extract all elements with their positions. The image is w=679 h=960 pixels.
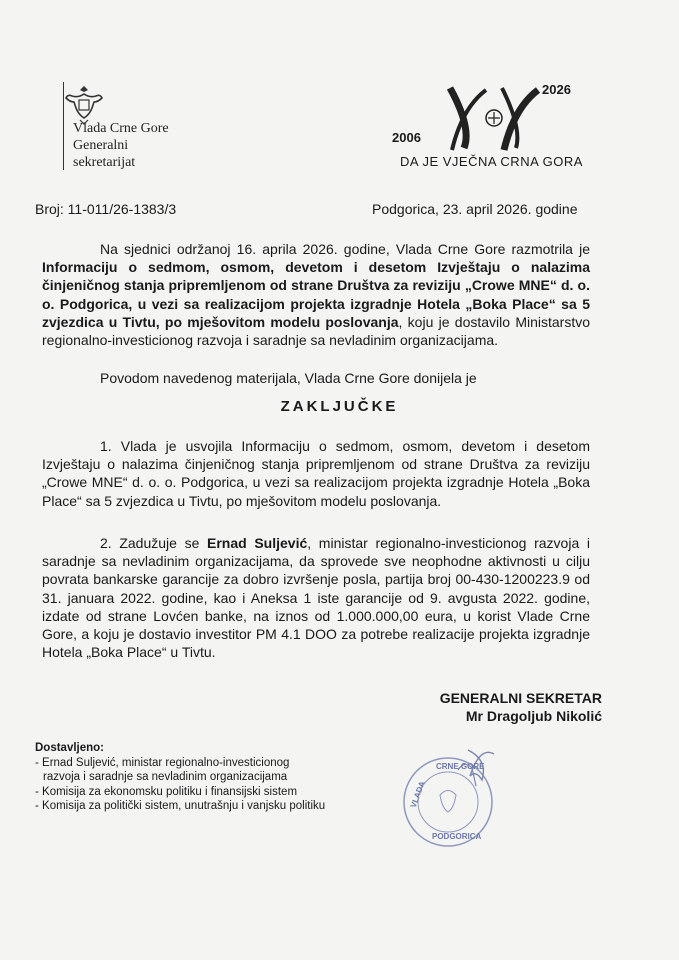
anniversary-logo bbox=[392, 78, 592, 168]
signature-block bbox=[400, 689, 602, 725]
stamp-text-left: VLADA bbox=[408, 780, 427, 809]
stamp-text-bottom: PODGORICA bbox=[432, 832, 482, 841]
issuer-block bbox=[73, 120, 169, 171]
delivered-item: - Ernad Suljević, ministar regionalno-investicionog bbox=[35, 756, 290, 769]
delivered-list bbox=[35, 741, 325, 814]
intro-paragraph bbox=[42, 240, 590, 349]
delivered-item: razvoja i saradnje sa nevladinim organizacijama bbox=[43, 771, 288, 783]
minister-name: Ernad Suljević bbox=[207, 535, 308, 551]
issuer-line: Generalni bbox=[73, 138, 129, 153]
issuer-line: sekretarijat bbox=[73, 155, 136, 170]
header-divider bbox=[63, 82, 64, 170]
intro-text: Na sjednici održanoj 16. aprila 2026. godine, Vlada Crne Gore razmotrila je bbox=[100, 241, 590, 257]
conclusions-title: ZAKLJUČKE bbox=[280, 398, 399, 415]
document-number: Broj: 11-011/26-1383/3 bbox=[35, 201, 177, 217]
intro-subject: Informaciju o sedmom, osmom, devetom i desetom Izvještaju o nalazima činjeničnog stanja pripremljenom od strane Društva za reviziju „Crowe MNE“ d. o. o. Podgorica, u vezi sa realizacijom projekta izgradnje Hotela „Boka Place“ sa 5 zvjezdica u Tivtu, po mješovitom modelu poslovanja bbox=[42, 259, 590, 330]
stamp-text-top: CRNE GORE bbox=[436, 762, 485, 771]
anniversary-year-start: 2006 bbox=[392, 130, 421, 145]
decision-intro: Povodom navedenog materijala, Vlada Crne Gore donijela je bbox=[100, 370, 477, 386]
signatory-role: GENERALNI SEKRETAR bbox=[439, 690, 602, 706]
place-date: Podgorica, 23. april 2026. godine bbox=[372, 201, 578, 217]
conclusion-2-start: 2. Zadužuje se bbox=[100, 535, 208, 551]
intro-text-end: , koju je dostavilo Ministarstvo regionalno-investicionog razvoja i saradnje sa nevladinim organizacijama. bbox=[42, 313, 591, 349]
delivered-item: - Komisija za politički sistem, unutrašnju i vanjsku politiku bbox=[35, 800, 326, 812]
anniversary-motto: DA JE VJEČNA CRNA GORA bbox=[400, 154, 583, 169]
conclusion-1: 1. Vlada je usvojila Informaciju o sedmom, osmom, devetom i desetom Izvještaju o nalazima činjeničnog stanja pripremljenom od strane Društva za reviziju „Crowe MNE“ d. o. o. Podgorica, u vezi sa realizacijom projekta izgradnje Hotela „Boka Place“ sa 5 zvjezdica u Tivtu, po mješovitom modelu poslovanja. bbox=[42, 438, 590, 509]
delivered-heading: Dostavljeno: bbox=[35, 742, 105, 754]
delivered-item: - Komisija za ekonomsku politiku i finansijski sistem bbox=[35, 785, 298, 798]
signatory-name: Mr Dragoljub Nikolić bbox=[465, 708, 602, 724]
anniversary-year-end: 2026 bbox=[542, 82, 571, 97]
issuer-line: Vlada Crne Gore bbox=[73, 121, 169, 136]
conclusion-2 bbox=[42, 534, 590, 661]
conclusion-2-text: , ministar regionalno-investicionog razvoja i saradnje sa nevladinim organizacijama, da sprovede sve neophodne aktivnosti u cilju povrata bankarske garancije za dobro izvršenje posla, partija broj 00-430-1200223.9 od 31. januara 2022. godine, kao i Aneksa 1 iste garancije od 9. avgusta 2022. godine, izdate od strane Lovćen banke, na iznos od 1.000.000,00 eura, u korist Vlade Crne Gore, a koju je dostavio investitor PM 4.1 DOO za potrebe realizacije projekta izgradnje Hotela „Boka Place“ u Tivtu. bbox=[42, 535, 590, 661]
